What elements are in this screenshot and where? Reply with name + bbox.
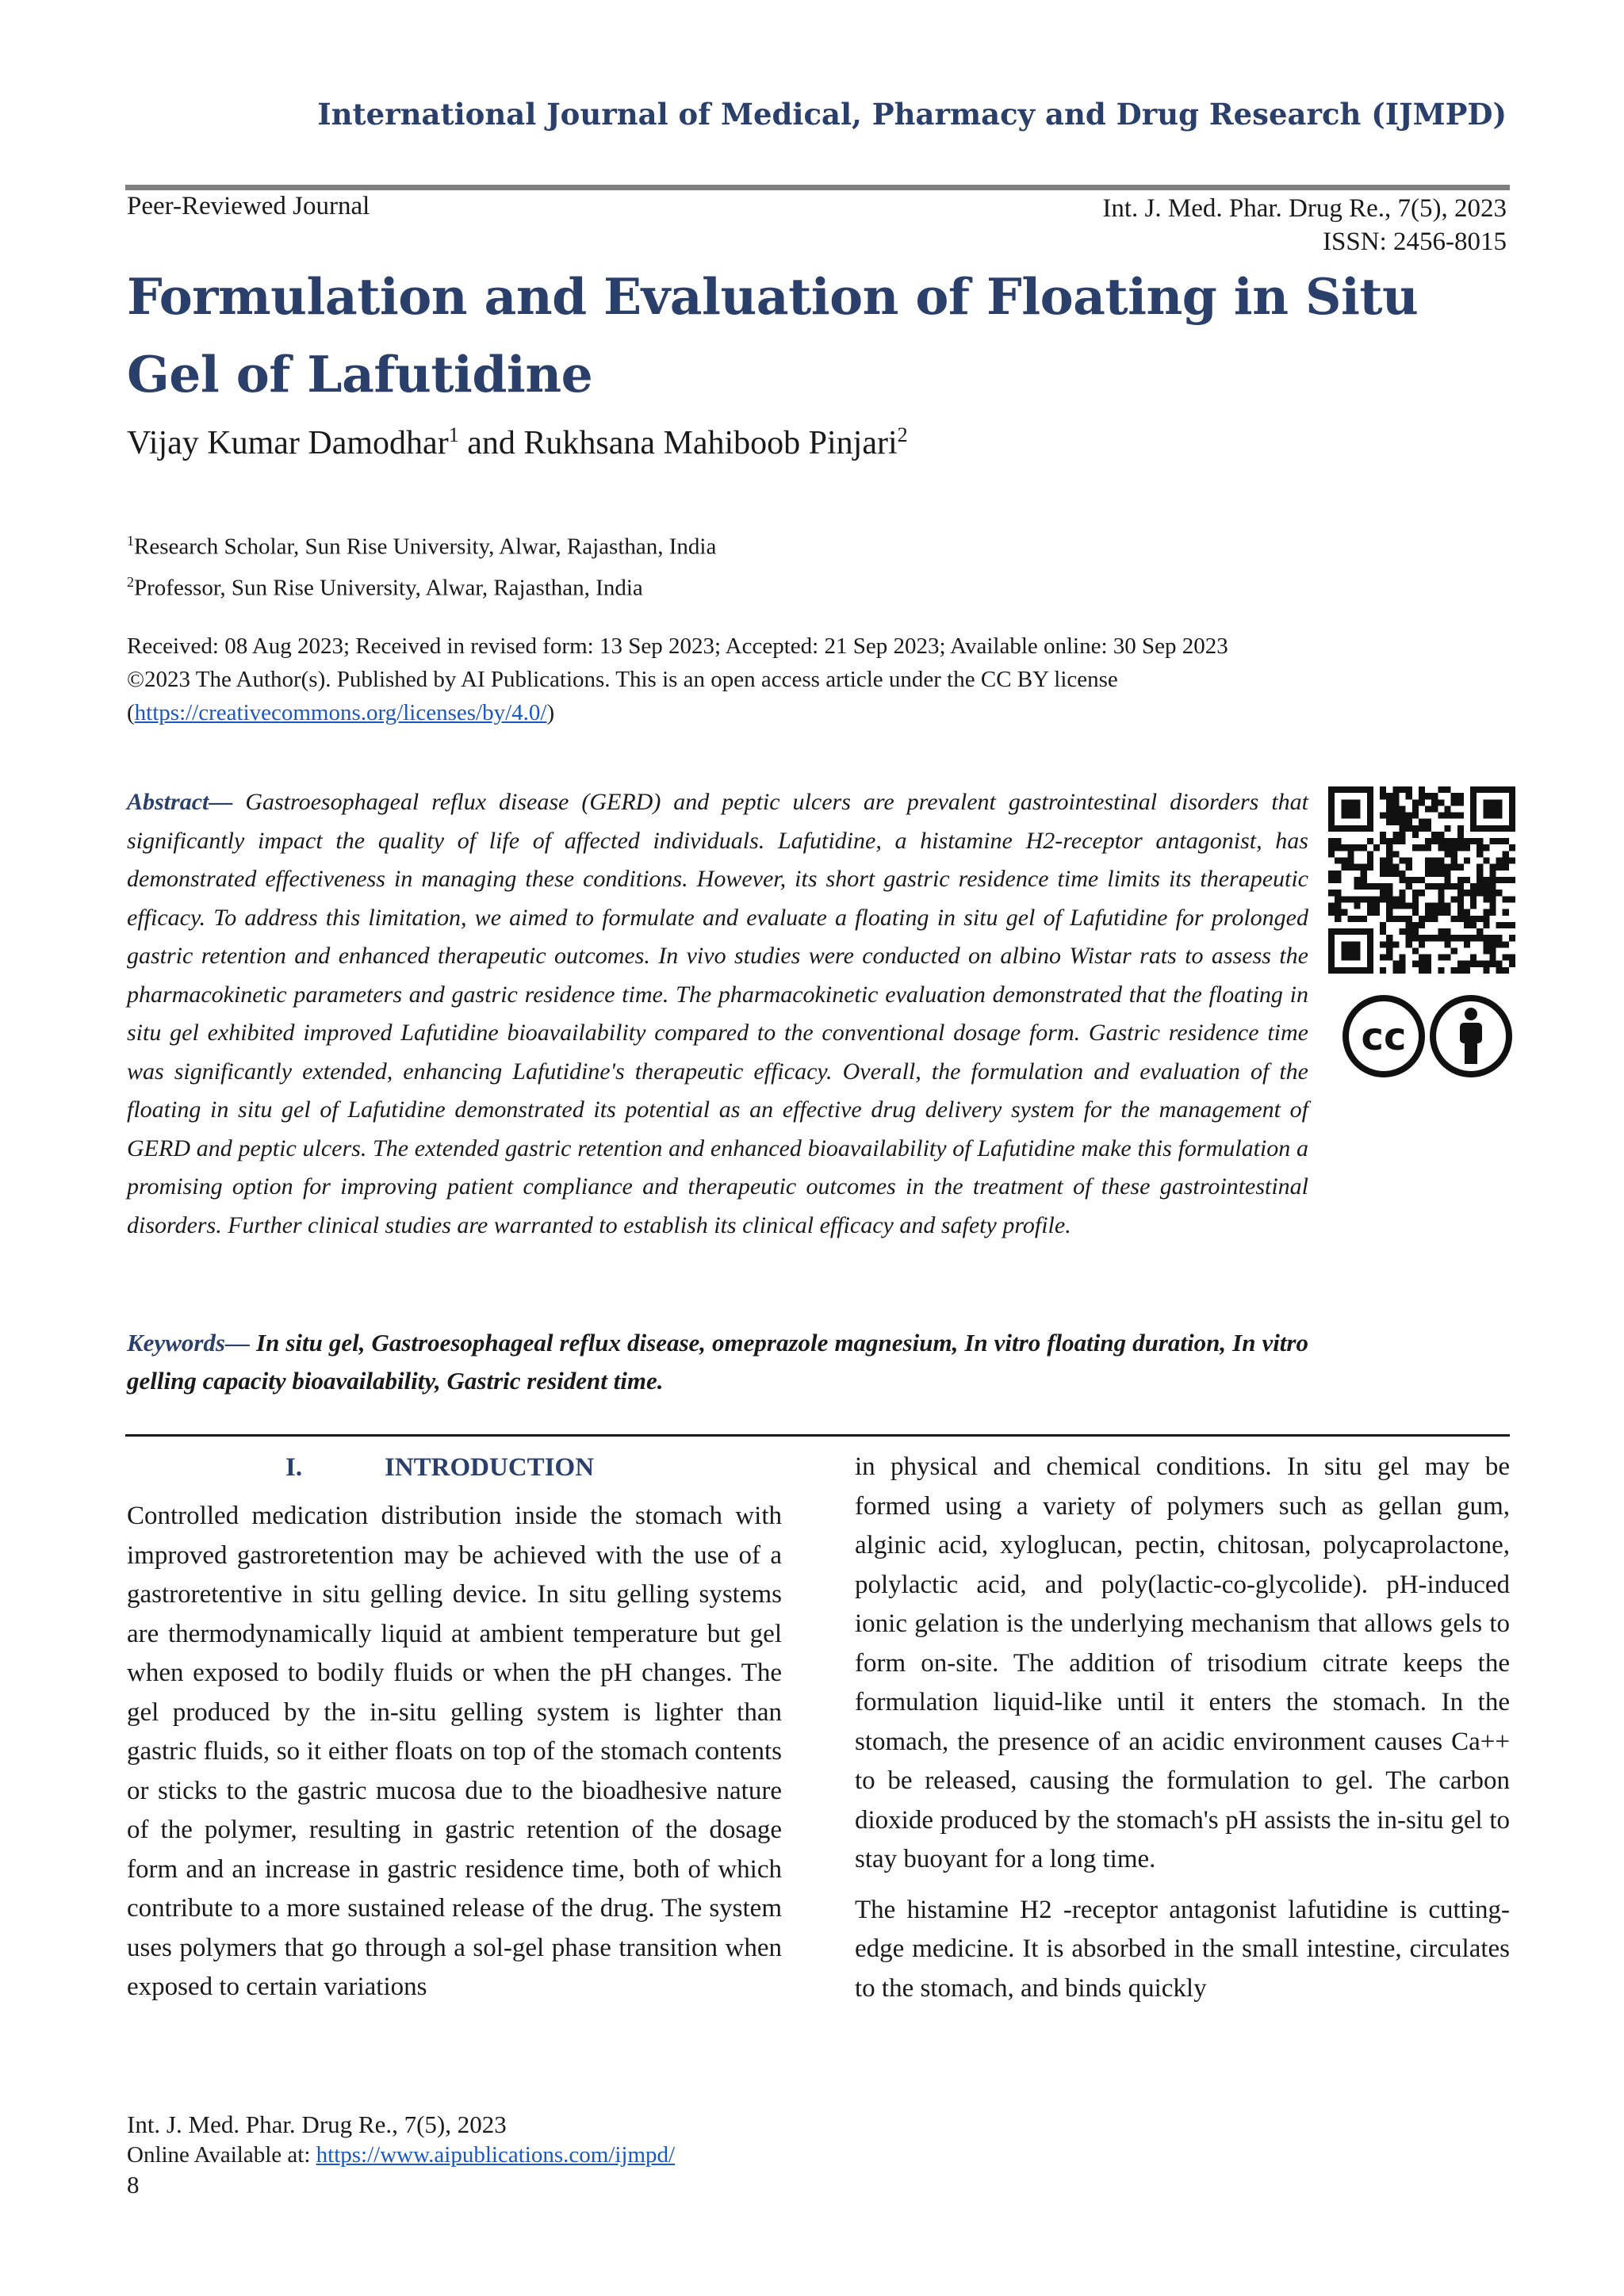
paren-open: ( [127, 700, 135, 725]
affiliation-2 [127, 564, 716, 606]
footer-online [127, 2140, 675, 2170]
abstract-text: Gastroesophageal reflux disease (GERD) and peptic ulcers are prevalent gastrointestinal disorders that significantly impact the quality of life of affected individuals. Lafutidine, a histamine H2-receptor antagonist, has demonstrated effectiveness in managing these conditions. However, its short gastric residence time limits its therapeutic efficacy. To address this limitation, we aimed to formulate and evaluate a floating in situ gel of Lafutidine for prolonged gastric retention and enhanced therapeutic outcomes. In vivo studies were conducted on albino Wistar rats to assess the pharmacokinetic parameters and gastric residence time. The pharmacokinetic evaluation demonstrated that the floating in situ gel exhibited improved Lafutidine bioavailability compared to the conventional dosage form. Gastric residence time was significantly extended, enhancing Lafutidine's therapeutic efficacy. Overall, the formulation and evaluation of the floating in situ gel of Lafutidine demonstrated its potential as an effective drug delivery system for the management of GERD and peptic ulcers. The extended gastric retention and enhanced bioavailability of Lafutidine make this formulation a promising option for improving patient compliance and therapeutic outcomes in the treatment of these gastrointestinal disorders. Further clinical studies are warranted to establish its clinical efficacy and safety profile. [127, 789, 1308, 1238]
left-column [127, 1448, 782, 2007]
affiliation-text: Professor, Sun Rise University, Alwar, Rajasthan, India [134, 575, 643, 601]
section-heading [127, 1448, 782, 1487]
paren-close: ) [546, 700, 555, 725]
citation-block [1102, 192, 1507, 258]
author-affil-mark: 2 [897, 423, 908, 446]
attribution-person-icon [1433, 998, 1509, 1074]
body-paragraph: Controlled medication distribution inside the stomach with improved gastroretention may be achieved with the use of a gastroretentive in situ gelling device. In situ gelling systems are thermodynamically liquid at ambient temperature but gel when exposed to bodily fluids or when the pH changes. The gel produced by the in-situ gelling system is lighter than gastric fluids, so it either floats on top of the stomach contents or sticks to the gastric mucosa due to the bioadhesive nature of the polymer, resulting in gastric retention of the dosage form and an increase in gastric residence time, both of which contribute to a more sustained release of the drug. The system uses polymers that go through a sol-gel phase transition when exposed to certain variations [127, 1502, 782, 2001]
issn: ISSN: 2456-8015 [1323, 228, 1507, 256]
footer-citation: Int. J. Med. Phar. Drug Re., 7(5), 2023 [127, 2110, 507, 2138]
author-affil-mark: 1 [448, 423, 459, 446]
publication-info [127, 629, 1522, 729]
keywords [127, 1324, 1308, 1400]
keywords-text: In situ gel, Gastroesophageal reflux disease, omeprazole magnesium, In vitro floating duration, In vitro gelling capacity bioavailability, Gastric resident time. [127, 1329, 1308, 1395]
license-line [127, 696, 1522, 729]
header-divider [125, 185, 1510, 190]
creative-commons-icon [1346, 998, 1422, 1074]
author-separator: and [458, 425, 524, 461]
authors [127, 423, 908, 462]
copyright-line: ©2023 The Author(s). Published by AI Publications. This is an open access article under the CC BY license [127, 667, 1118, 692]
page-footer [127, 2110, 675, 2200]
peer-reviewed-label: Peer-Reviewed Journal [127, 192, 370, 220]
qr-code-icon[interactable] [1328, 786, 1515, 974]
section-number: I. [285, 1453, 303, 1482]
right-column [855, 1448, 1510, 2008]
journal-link[interactable]: https://www.aipublications.com/ijmpd/ [316, 2142, 676, 2168]
body-paragraph: in physical and chemical conditions. In situ gel may be formed using a variety of polymers such as gellan gum, alginic acid, xyloglucan, pectin, chitosan, polycaprolactone, polylactic acid, and poly(lactic-co-glycolide). pH-induced ionic gelation is the underlying mechanism that allows gels to form on-site. The addition of trisodium citrate keeps the formulation liquid-like until it enters the stomach. In the stomach, the presence of an acidic environment causes Ca++ to be released, causing the formulation to gel. The carbon dioxide produced by the stomach's pH assists the in-situ gel to stay buoyant for a long time. [855, 1452, 1510, 1873]
publication-dates: Received: 08 Aug 2023; Received in revised form: 13 Sep 2023; Accepted: 21 Sep 2023; Available online: 30 Sep 2023 [127, 633, 1228, 659]
abstract-label: Abstract— [127, 789, 233, 815]
body-paragraph: The histamine H2 -receptor antagonist lafutidine is cutting-edge medicine. It is absorbed in the small intestine, circulates to the stomach, and binds quickly [855, 1895, 1510, 2003]
online-label: Online Available at: [127, 2142, 316, 2168]
section-title: INTRODUCTION [385, 1453, 595, 1482]
affiliations [127, 523, 716, 605]
affiliation-1 [127, 523, 716, 564]
section-divider [125, 1434, 1510, 1437]
journal-title: International Journal of Medical, Pharmacy and Drug Research (IJMPD) [317, 97, 1507, 132]
cc-by-license-badge[interactable] [1342, 993, 1514, 1080]
license-link[interactable]: https://creativecommons.org/licenses/by/4.0/ [134, 700, 547, 725]
article-title: Formulation and Evaluation of Floating in Situ Gel of Lafutidine [127, 267, 1419, 404]
keywords-label: Keywords— [127, 1329, 250, 1357]
author-name: Rukhsana Mahiboob Pinjari [523, 425, 898, 461]
affiliation-text: Research Scholar, Sun Rise University, Alwar, Rajasthan, India [134, 534, 717, 560]
author-name: Vijay Kumar Damodhar [127, 425, 449, 461]
cc-text: cc [1361, 1015, 1407, 1059]
affiliation-mark: 1 [127, 533, 134, 549]
affiliation-mark: 2 [127, 573, 134, 590]
journal-citation: Int. J. Med. Phar. Drug Re., 7(5), 2023 [1102, 194, 1507, 223]
page-number: 8 [127, 2171, 140, 2198]
abstract [127, 783, 1308, 1245]
